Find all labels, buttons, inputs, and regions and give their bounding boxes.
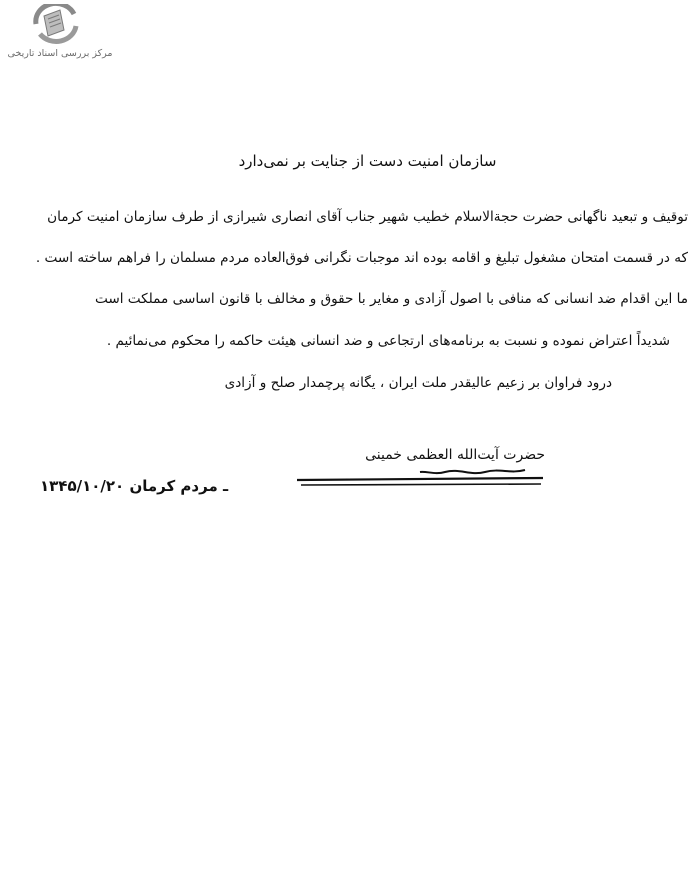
watermark-caption: مرکز بررسی اسناد تاریخی [7,48,113,59]
paragraph-line: شدیداً اعتراض نموده و نسبت به برنامه‌های ارتجاعی و ضد انسانی هیئت حاکمه را محکوم می‌نمائیم . [106,333,670,349]
signature-date: ۱۳۴۵/۱۰/۲۰ [40,477,125,495]
document-heading: سازمان امنیت دست از جنایت بر نمی‌دارد [238,152,497,170]
paragraph-line: ما این اقدام ضد انسانی که منافی با اصول آزادی و مغایر با حقوق و مخالف با قانون اساسی مملکت است [94,291,688,307]
signature-text: ـ مردم کرمان [129,477,229,495]
paragraph-line: توقیف و تبعید ناگهانی حضرت حجة‌الاسلام خطیب شهیر جناب آقای انصاری شیرازی از طرف سازمان امنیت کرمان [47,209,688,225]
paragraph-line: که در قسمت امتحان مشغول تبلیغ و اقامه بوده اند موجبات نگرانی فوق‌العاده مردم مسلمان را فراهم ساخته است . [35,250,688,266]
addressee-line: حضرت آیت‌الله العظمی خمینی [365,447,545,463]
double-underline-mark [295,466,545,488]
closing-salutation: درود فراوان بر زعیم عالیقدر ملت ایران ، یگانه پرچمدار صلح و آزادی [224,375,612,391]
signature-line [40,477,240,495]
